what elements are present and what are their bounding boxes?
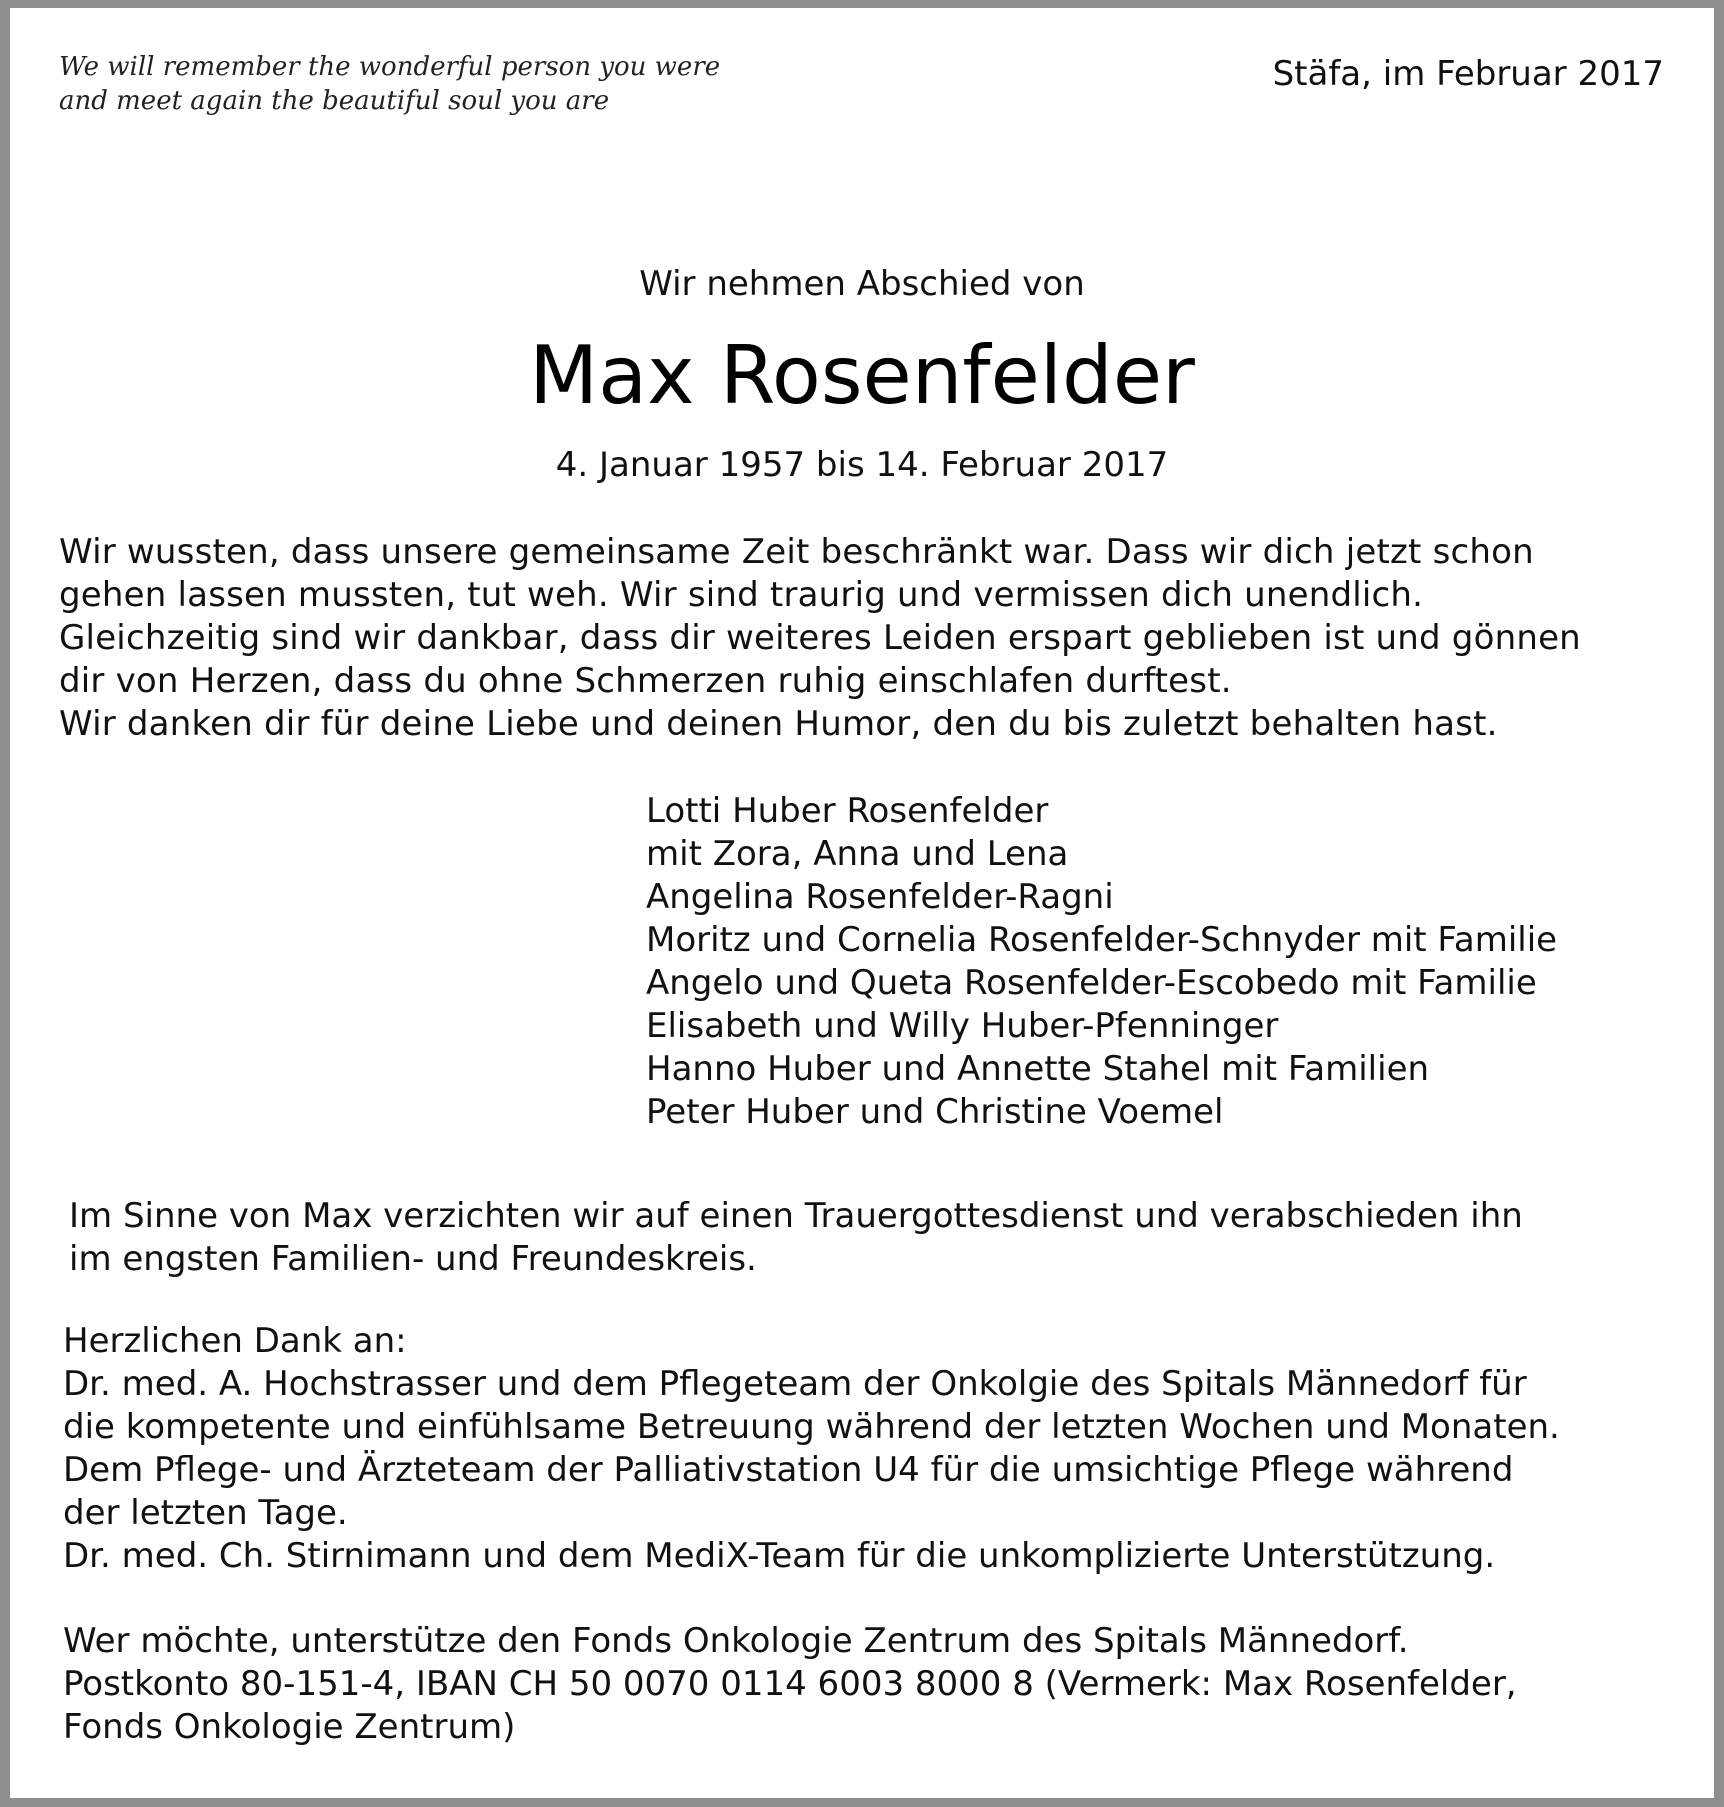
- signatory: Lotti Huber Rosenfelder: [646, 791, 1049, 831]
- donation-line: Wer möchte, unterstütze den Fonds Onkologie Zentrum des Spitals Männedorf.: [63, 1621, 1409, 1661]
- thanks-line: die kompetente und einfühlsame Betreuung während der letzten Wochen und Monaten.: [63, 1407, 1560, 1447]
- funeral-note-line: im engsten Familien- und Freundeskreis.: [69, 1239, 757, 1279]
- signatories-list: [646, 790, 1557, 1134]
- thanks-line: der letzten Tage.: [63, 1493, 348, 1533]
- motto-line: We will remember the wonderful person you were: [59, 52, 721, 82]
- motto-quote: [59, 50, 720, 118]
- signatory: Elisabeth und Willy Huber-Pfenninger: [646, 1006, 1279, 1046]
- thanks-line: Dr. med. Ch. Stirnimann und dem MediX-Team für die unkomplizierte Unterstützung.: [63, 1536, 1496, 1576]
- thanks-line: Dem Pflege- und Ärzteteam der Palliativstation U4 für die umsichtige Pflege während: [63, 1450, 1514, 1490]
- place-and-date: Stäfa, im Februar 2017: [1272, 54, 1664, 94]
- thanks-line: Dr. med. A. Hochstrasser und dem Pflegeteam der Onkolgie des Spitals Männedorf für: [63, 1364, 1527, 1404]
- signatory: Peter Huber und Christine Voemel: [646, 1092, 1224, 1132]
- thanks-section: [63, 1320, 1560, 1578]
- thanks-heading: Herzlichen Dank an:: [63, 1321, 407, 1361]
- motto-line: and meet again the beautiful soul you are: [59, 86, 610, 116]
- message-line: Wir wussten, dass unsere gemeinsame Zeit beschränkt war. Dass wir dich jetzt schon: [59, 532, 1534, 572]
- farewell-intro: Wir nehmen Abschied von: [639, 264, 1085, 304]
- signatory: mit Zora, Anna und Lena: [646, 834, 1069, 874]
- deceased-name: Max Rosenfelder: [529, 329, 1195, 422]
- signatory: Angelo und Queta Rosenfelder-Escobedo mit Familie: [646, 963, 1537, 1003]
- signatory: Angelina Rosenfelder-Ragni: [646, 877, 1114, 917]
- funeral-note-line: Im Sinne von Max verzichten wir auf einen Trauergottesdienst und verabschieden ihn: [69, 1196, 1523, 1236]
- donation-account-line: Postkonto 80-151-4, IBAN CH 50 0070 0114 6003 8000 8 (Vermerk: Max Rosenfelder,: [63, 1664, 1517, 1704]
- signatory: Hanno Huber und Annette Stahel mit Familien: [646, 1049, 1430, 1089]
- message-paragraph: [59, 531, 1581, 746]
- message-line: Gleichzeitig sind wir dankbar, dass dir weiteres Leiden erspart geblieben ist und gönnen: [59, 618, 1581, 658]
- donation-section: [63, 1620, 1517, 1749]
- donation-line: Fonds Onkologie Zentrum): [63, 1707, 516, 1747]
- life-dates: 4. Januar 1957 bis 14. Februar 2017: [555, 445, 1169, 485]
- message-line: Wir danken dir für deine Liebe und deinen Humor, den du bis zuletzt behalten hast.: [59, 704, 1498, 744]
- signatory: Moritz und Cornelia Rosenfelder-Schnyder mit Familie: [646, 920, 1558, 960]
- message-line: dir von Herzen, dass du ohne Schmerzen ruhig einschlafen durftest.: [59, 661, 1232, 701]
- message-line: gehen lassen mussten, tut weh. Wir sind traurig und vermissen dich unendlich.: [59, 575, 1424, 615]
- funeral-note: [69, 1195, 1523, 1281]
